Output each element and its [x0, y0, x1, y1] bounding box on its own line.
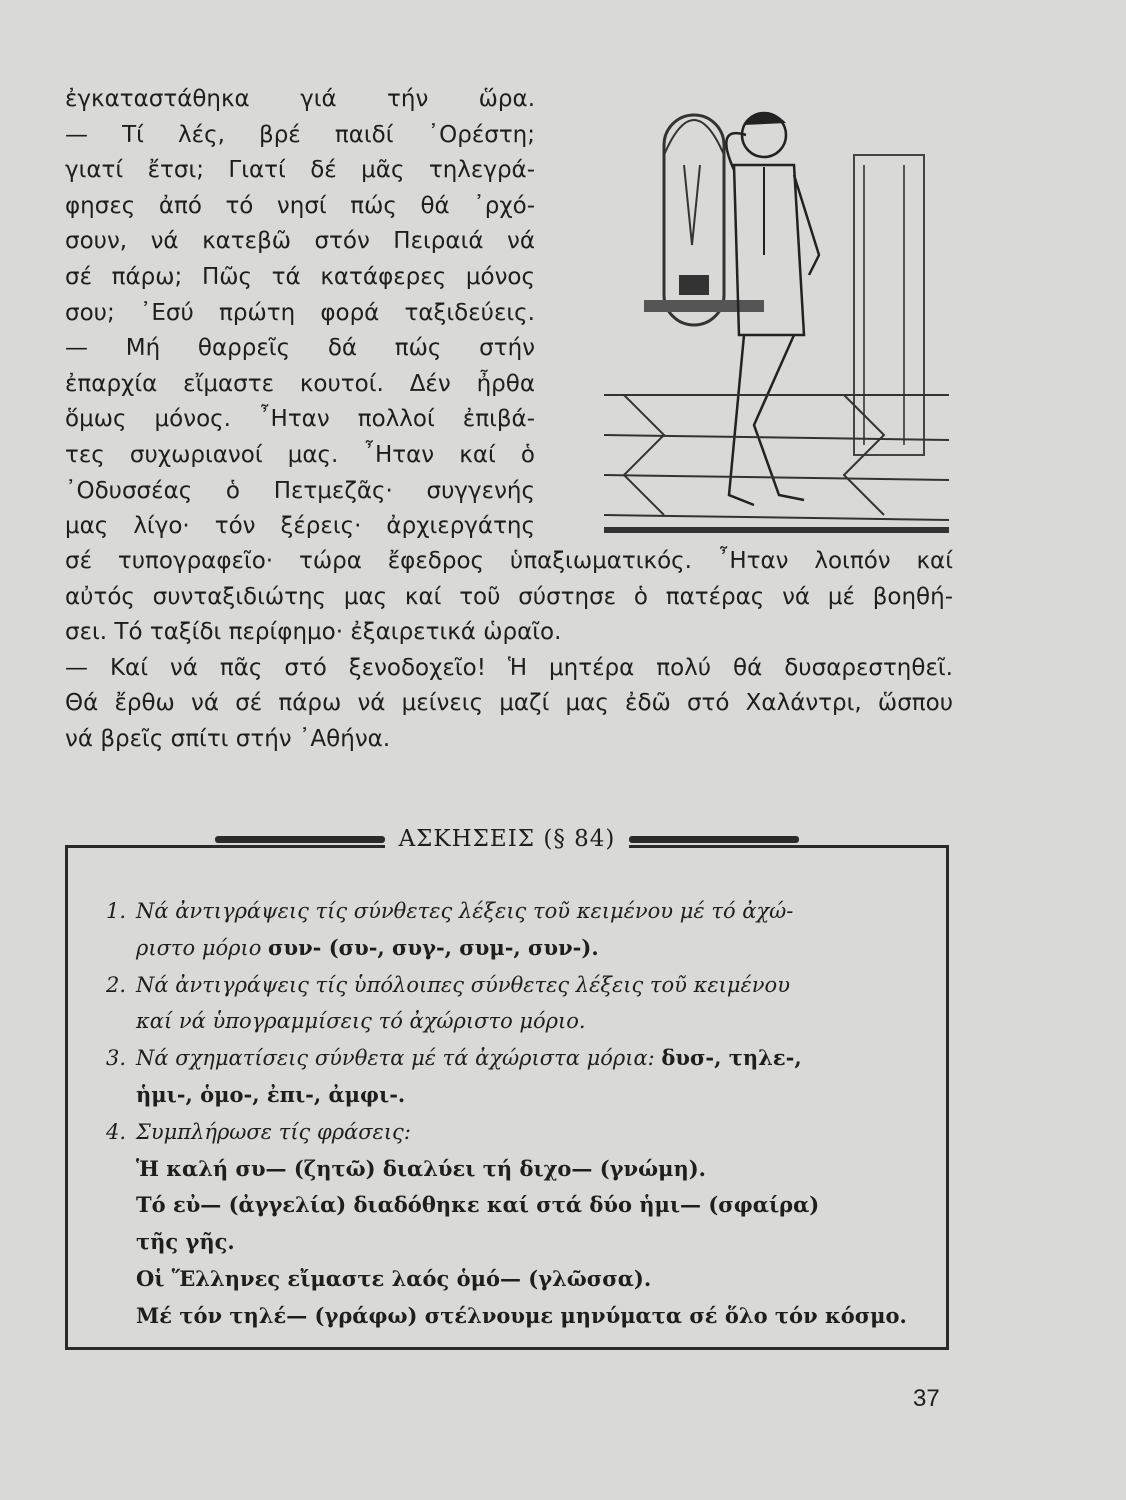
text-line: ὅμως μόνος. ῏Ηταν πολλοί ἐπιβά-: [65, 406, 535, 433]
exercise-text: Νά ἀντιγράψεις τίς σύνθετες λέξεις τοῦ κειμένου μέ τό ἀχώ-: [136, 899, 794, 923]
narrative-top-column: [65, 82, 535, 545]
text-line: σέ πάρω; Πῶς τά κατάφερες μόνος: [65, 263, 535, 290]
exercise-number: 4.: [106, 1119, 127, 1144]
fill-in-sentence: Ἡ καλή συ— (ζητῶ) διαλύει τή διχο— (γνώμη).: [136, 1155, 706, 1181]
header-rule-left: [215, 836, 385, 843]
exercise-text: Νά σχηματίσεις σύνθετα μέ τά ἀχώριστα μόρια:: [136, 1046, 662, 1071]
exercises-list: [106, 893, 921, 1335]
exercise-text: Συμπλήρωσε τίς φράσεις:: [136, 1119, 411, 1144]
text-line: σουν, νά κατεβῶ στόν Πειραιά νά: [65, 228, 535, 255]
text-line: — Μή θαρρεῖς δά πώς στήν: [65, 335, 535, 362]
fill-in-sentence: Τό εὐ— (ἀγγελία) διαδόθηκε καί στά δύο ἡμι— (σφαίρα): [136, 1192, 820, 1218]
exercise-number: 2.: [106, 972, 127, 997]
exercise-bold-text: ἡμι-, ὁμο-, ἐπι-, ἀμφι-.: [136, 1081, 406, 1107]
exercise-text: ριστο μόριο: [136, 935, 269, 960]
text-line: αὐτός συνταξιδιώτης μας καί τοῦ σύστησε ὁ πατέρας νά μέ βοηθή-: [65, 583, 953, 610]
man-on-phone-illustration: [604, 95, 949, 540]
header-rule-right: [629, 836, 799, 843]
text-line: μας λίγο· τόν ξέρεις· ἀρχιεργάτης: [65, 513, 535, 540]
exercise-number: 1.: [106, 899, 127, 923]
exercises-title: ΑΣΚΗΣΕΙΣ (§ 84): [385, 826, 630, 852]
exercises-header: [68, 826, 946, 852]
exercise-number: 3.: [106, 1046, 127, 1071]
text-line: τες συχωριανοί μας. ῏Ηταν καί ὁ: [65, 441, 535, 468]
exercise-bold-text: συν- (συ-, συγ-, συμ-, συν-).: [268, 934, 599, 960]
page-number: 37: [913, 1385, 940, 1412]
text-line: — Τί λές, βρέ παιδί ᾿Ορέστη;: [65, 121, 535, 148]
text-line: γιατί ἔτσι; Γιατί δέ μᾶς τηλεγρά-: [65, 157, 535, 184]
text-line: σου; ᾿Εσύ πρώτη φορά ταξιδεύεις.: [65, 299, 535, 326]
fill-in-sentence: Οἱ Ἕλληνες εἴμαστε λαός ὁμό— (γλῶσσα).: [136, 1265, 652, 1291]
exercise-item: [106, 893, 921, 967]
text-line: ἐγκαταστάθηκα γιά τήν ὥρα.: [65, 86, 535, 112]
exercise-item: [106, 1040, 921, 1114]
exercise-bold-text: δυσ-, τηλε-,: [661, 1045, 802, 1071]
text-line: Θά ἔρθω νά σέ πάρω νά μείνεις μαζί μας ἐδῶ στό Χαλάντρι, ὥσπου: [65, 690, 953, 717]
text-line: — Καί νά πᾶς στό ξενοδοχεῖο! Ἡ μητέρα πολύ θά δυσαρεστηθεῖ.: [65, 654, 953, 681]
text-line: ἐπαρχία εἴμαστε κουτοί. Δέν ἦρθα: [65, 370, 535, 397]
exercise-text: καί νά ὑπογραμμίσεις τό ἀχώριστο μόριο.: [136, 1009, 586, 1034]
text-line: ᾿Οδυσσέας ὁ Πετμεζᾶς· συγγενής: [65, 477, 535, 504]
text-line: νά βρεῖς σπίτι στήν ᾿Αθήνα.: [65, 725, 391, 752]
exercises-box: [65, 826, 949, 1350]
fill-in-sentence: τῆς γῆς.: [136, 1229, 235, 1255]
text-line: σέ τυπογραφεῖο· τώρα ἔφεδρος ὑπαξιωματικός. ῏Ηταν λοιπόν καί: [65, 548, 953, 574]
narrative-full-width: [65, 544, 953, 758]
text-line: σει. Τό ταξίδι περίφημο· ἐξαιρετικά ὡραῖο.: [65, 619, 562, 646]
exercise-item: [106, 967, 921, 1041]
exercise-item: [106, 1114, 921, 1151]
exercise-text: Νά ἀντιγράψεις τίς ὑπόλοιπες σύνθετες λέξεις τοῦ κειμένου: [136, 972, 790, 997]
fill-in-sentence: Μέ τόν τηλέ— (γράφω) στέλνουμε μηνύματα σέ ὅλο τόν κόσμο.: [136, 1302, 907, 1328]
text-line: φησες ἀπό τό νησί πώς θά ᾿ρχό-: [65, 192, 535, 219]
